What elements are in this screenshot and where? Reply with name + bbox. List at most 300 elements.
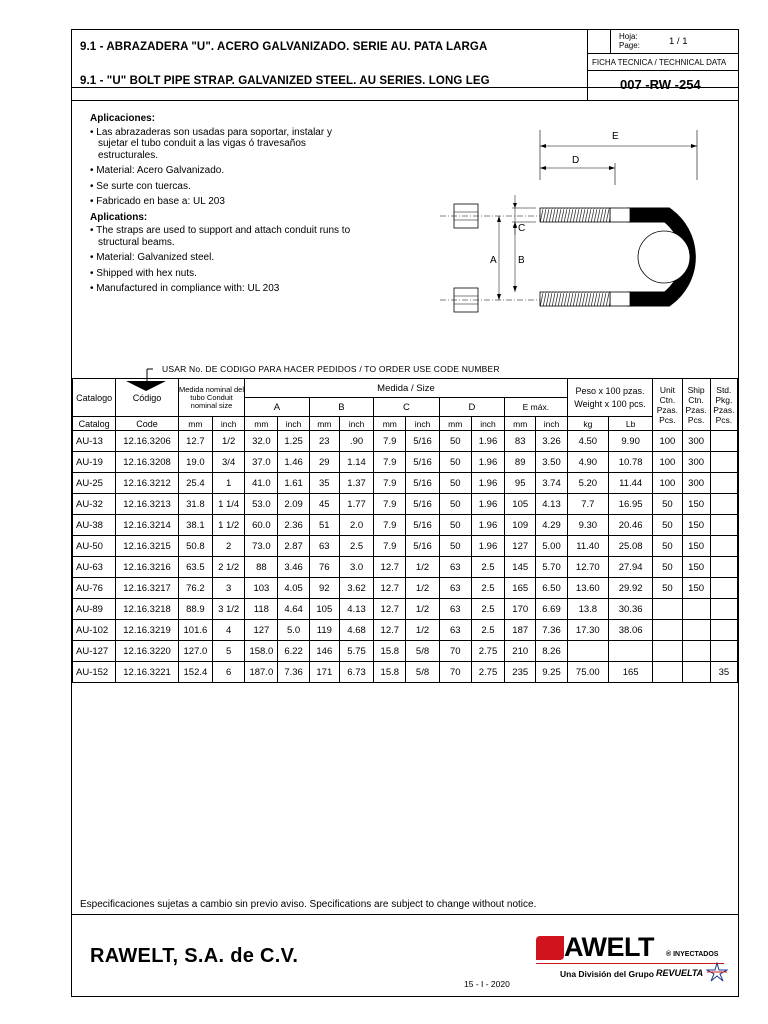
- table-row: [73, 473, 738, 494]
- cell-nominal-inch: 5: [213, 641, 245, 662]
- cell-d-mm: 70: [439, 662, 471, 683]
- dim-b-label: B: [518, 255, 525, 266]
- th-unit-mm: mm: [245, 417, 278, 431]
- cell-std-pkg: [710, 431, 737, 452]
- cell-b-mm: 51: [309, 515, 339, 536]
- cell-std-pkg: 35: [710, 662, 737, 683]
- cell-weight-lb: 38.06: [608, 620, 652, 641]
- cell-weight-kg: 5.20: [567, 473, 608, 494]
- cell-weight-kg: 13.8: [567, 599, 608, 620]
- cell-d-inch: 1.96: [471, 452, 504, 473]
- cell-b-inch: 4.13: [339, 599, 373, 620]
- cell-unit-ctn: [653, 641, 682, 662]
- disclaimer: Especificaciones sujetas a cambio sin previo aviso. Specifications are subject to change without notice.: [80, 899, 537, 910]
- cell-ship-ctn: 300: [682, 431, 710, 452]
- table-row: [73, 662, 738, 683]
- cell-unit-ctn: 50: [653, 536, 682, 557]
- cell-c-mm: 12.7: [374, 599, 406, 620]
- cell-d-mm: 50: [439, 431, 471, 452]
- cell-unit-ctn: [653, 599, 682, 620]
- cell-ship-ctn: 300: [682, 473, 710, 494]
- cell-b-mm: 119: [309, 620, 339, 641]
- cell-b-mm: 23: [309, 431, 339, 452]
- cell-weight-lb: 165: [608, 662, 652, 683]
- cell-a-inch: 6.22: [278, 641, 309, 662]
- th-catalog-en: Catalog: [73, 417, 116, 431]
- th-ship: Ship Ctn. Pzas. Pcs.: [682, 379, 710, 431]
- cell-a-inch: 1.25: [278, 431, 309, 452]
- cell-weight-kg: 12.70: [567, 557, 608, 578]
- dim-a-label: A: [490, 255, 497, 266]
- cell-e-mm: 109: [505, 515, 536, 536]
- cell-code: 12.16.3219: [116, 620, 178, 641]
- cell-std-pkg: [710, 599, 737, 620]
- app-es-item: • Material: Acero Galvanizado.: [90, 165, 225, 176]
- app-es-item: • Las abrazaderas son usadas para soportar, instalar y sujetar el tubo conduit a las vigas ó travesaños estructurales.: [90, 126, 332, 161]
- table-row: [73, 620, 738, 641]
- cell-nominal-mm: 12.7: [178, 431, 212, 452]
- table-row: [73, 557, 738, 578]
- cell-d-inch: 1.96: [471, 494, 504, 515]
- app-en-item: • Shipped with hex nuts.: [90, 267, 197, 279]
- cell-e-inch: 8.26: [536, 641, 567, 662]
- cell-e-mm: 83: [505, 431, 536, 452]
- cell-c-inch: 5/16: [406, 536, 439, 557]
- th-std: Std. Pkg. Pzas. Pcs.: [710, 379, 737, 431]
- cell-b-mm: 92: [309, 578, 339, 599]
- cell-d-inch: 2.5: [471, 557, 504, 578]
- cell-e-mm: 170: [505, 599, 536, 620]
- cell-c-mm: 7.9: [374, 431, 406, 452]
- cell-nominal-mm: 31.8: [178, 494, 212, 515]
- cell-a-mm: 158.0: [245, 641, 278, 662]
- cell-c-mm: 7.9: [374, 515, 406, 536]
- cell-c-inch: 1/2: [406, 578, 439, 599]
- cell-catalog: AU-63: [73, 557, 116, 578]
- cell-weight-lb: 20.46: [608, 515, 652, 536]
- cell-nominal-mm: 88.9: [178, 599, 212, 620]
- table-row: [73, 515, 738, 536]
- cell-unit-ctn: [653, 662, 682, 683]
- th-unit-mm: mm: [374, 417, 406, 431]
- cell-nominal-inch: 1/2: [213, 431, 245, 452]
- cell-weight-kg: 75.00: [567, 662, 608, 683]
- cell-code: 12.16.3208: [116, 452, 178, 473]
- cell-b-inch: 1.14: [339, 452, 373, 473]
- cell-nominal-mm: 19.0: [178, 452, 212, 473]
- cell-a-inch: 7.36: [278, 662, 309, 683]
- cell-ship-ctn: 150: [682, 557, 710, 578]
- cell-e-mm: 89: [505, 452, 536, 473]
- cell-b-mm: 63: [309, 536, 339, 557]
- cell-unit-ctn: 50: [653, 557, 682, 578]
- table-row: [73, 578, 738, 599]
- page-number: 1 / 1: [669, 36, 688, 47]
- cell-a-inch: 2.87: [278, 536, 309, 557]
- cell-ship-ctn: 300: [682, 452, 710, 473]
- cell-nominal-mm: 50.8: [178, 536, 212, 557]
- th-code-en: Code: [116, 417, 178, 431]
- cell-d-inch: 2.5: [471, 599, 504, 620]
- cell-c-mm: 7.9: [374, 473, 406, 494]
- th-d: D: [439, 398, 504, 417]
- th-unit-inch: inch: [278, 417, 309, 431]
- cell-unit-ctn: 100: [653, 473, 682, 494]
- cell-std-pkg: [710, 641, 737, 662]
- cell-weight-lb: 29.92: [608, 578, 652, 599]
- cell-e-inch: 5.70: [536, 557, 567, 578]
- cell-unit-ctn: [653, 620, 682, 641]
- cell-nominal-inch: 3 1/2: [213, 599, 245, 620]
- cell-b-mm: 35: [309, 473, 339, 494]
- cell-c-inch: 5/16: [406, 452, 439, 473]
- cell-nominal-mm: 25.4: [178, 473, 212, 494]
- cell-weight-lb: 9.90: [608, 431, 652, 452]
- cell-e-inch: 5.00: [536, 536, 567, 557]
- revuelta-star-icon: [706, 962, 728, 982]
- cell-catalog: AU-25: [73, 473, 116, 494]
- cell-e-mm: 127: [505, 536, 536, 557]
- th-unit-inch: inch: [213, 417, 245, 431]
- table-row: [73, 641, 738, 662]
- logo-r-mark-icon: [536, 936, 564, 960]
- table-row: [73, 536, 738, 557]
- cell-a-mm: 32.0: [245, 431, 278, 452]
- applications-list-en: [90, 225, 355, 295]
- cell-a-mm: 53.0: [245, 494, 278, 515]
- applications-heading-en: Aplications:: [90, 211, 148, 223]
- cell-std-pkg: [710, 578, 737, 599]
- cell-d-mm: 50: [439, 452, 471, 473]
- cell-unit-ctn: 100: [653, 431, 682, 452]
- cell-b-mm: 171: [309, 662, 339, 683]
- cell-c-mm: 7.9: [374, 452, 406, 473]
- cell-c-inch: 5/8: [406, 662, 439, 683]
- cell-ship-ctn: 150: [682, 578, 710, 599]
- cell-b-mm: 29: [309, 452, 339, 473]
- cell-b-inch: 6.73: [339, 662, 373, 683]
- cell-d-mm: 63: [439, 620, 471, 641]
- cell-code: 12.16.3217: [116, 578, 178, 599]
- company-name: RAWELT, S.A. de C.V.: [90, 945, 299, 967]
- table-row: [73, 494, 738, 515]
- cell-d-inch: 2.75: [471, 662, 504, 683]
- cell-ship-ctn: 150: [682, 515, 710, 536]
- cell-c-inch: 5/16: [406, 431, 439, 452]
- th-unit-mm: mm: [309, 417, 339, 431]
- applications-list-es: [90, 127, 355, 208]
- th-code-es: Código: [116, 379, 178, 417]
- th-unit-inch: inch: [536, 417, 567, 431]
- cell-code: 12.16.3213: [116, 494, 178, 515]
- cell-e-inch: 6.69: [536, 599, 567, 620]
- cell-std-pkg: [710, 515, 737, 536]
- cell-a-mm: 37.0: [245, 452, 278, 473]
- cell-d-mm: 63: [439, 557, 471, 578]
- cell-ship-ctn: [682, 599, 710, 620]
- cell-weight-kg: 4.50: [567, 431, 608, 452]
- cell-a-inch: 4.64: [278, 599, 309, 620]
- cell-b-inch: 1.37: [339, 473, 373, 494]
- document-date: 15 - I - 2020: [464, 979, 510, 989]
- cell-ship-ctn: [682, 641, 710, 662]
- cell-code: 12.16.3218: [116, 599, 178, 620]
- cell-std-pkg: [710, 536, 737, 557]
- cell-weight-lb: 27.94: [608, 557, 652, 578]
- page-label: Page:: [619, 41, 640, 50]
- th-unit-kg: kg: [567, 417, 608, 431]
- cell-a-mm: 103: [245, 578, 278, 599]
- cell-nominal-inch: 1 1/4: [213, 494, 245, 515]
- cell-code: 12.16.3214: [116, 515, 178, 536]
- cell-catalog: AU-152: [73, 662, 116, 683]
- cell-weight-kg: 7.7: [567, 494, 608, 515]
- cell-e-inch: 3.50: [536, 452, 567, 473]
- cell-c-mm: 7.9: [374, 494, 406, 515]
- cell-ship-ctn: [682, 662, 710, 683]
- cell-nominal-inch: 1: [213, 473, 245, 494]
- cell-d-mm: 50: [439, 536, 471, 557]
- applications-section: [90, 113, 355, 299]
- th-e: E máx.: [505, 398, 568, 417]
- cell-c-mm: 15.8: [374, 662, 406, 683]
- cell-weight-lb: [608, 641, 652, 662]
- cell-d-mm: 70: [439, 641, 471, 662]
- rawelt-logo: [534, 934, 734, 988]
- cell-a-inch: 2.36: [278, 515, 309, 536]
- cell-d-inch: 2.75: [471, 641, 504, 662]
- cell-c-inch: 1/2: [406, 557, 439, 578]
- th-catalog-es: Catalogo: [73, 379, 116, 417]
- cell-weight-lb: 25.08: [608, 536, 652, 557]
- cell-weight-lb: 10.78: [608, 452, 652, 473]
- cell-code: 12.16.3215: [116, 536, 178, 557]
- cell-e-inch: 3.74: [536, 473, 567, 494]
- cell-c-inch: 5/8: [406, 641, 439, 662]
- th-unit: Unit Ctn. Pzas. Pcs.: [653, 379, 682, 431]
- cell-catalog: AU-89: [73, 599, 116, 620]
- cell-catalog: AU-127: [73, 641, 116, 662]
- cell-e-mm: 210: [505, 641, 536, 662]
- th-unit-inch: inch: [339, 417, 373, 431]
- cell-weight-kg: 9.30: [567, 515, 608, 536]
- cell-catalog: AU-76: [73, 578, 116, 599]
- cell-c-mm: 15.8: [374, 641, 406, 662]
- spec-table-body: [73, 431, 738, 683]
- cell-nominal-inch: 3/4: [213, 452, 245, 473]
- cell-a-inch: 5.0: [278, 620, 309, 641]
- cell-nominal-inch: 3: [213, 578, 245, 599]
- cell-weight-kg: 17.30: [567, 620, 608, 641]
- cell-catalog: AU-50: [73, 536, 116, 557]
- th-b: B: [309, 398, 373, 417]
- cell-d-inch: 1.96: [471, 515, 504, 536]
- cell-code: 12.16.3220: [116, 641, 178, 662]
- cell-catalog: AU-19: [73, 452, 116, 473]
- cell-d-mm: 50: [439, 515, 471, 536]
- cell-c-mm: 12.7: [374, 620, 406, 641]
- cell-nominal-inch: 2 1/2: [213, 557, 245, 578]
- order-note: USAR No. DE CODIGO PARA HACER PEDIDOS / TO ORDER USE CODE NUMBER: [162, 364, 500, 374]
- cell-e-inch: 9.25: [536, 662, 567, 683]
- cell-nominal-inch: 4: [213, 620, 245, 641]
- cell-a-mm: 41.0: [245, 473, 278, 494]
- cell-d-inch: 1.96: [471, 473, 504, 494]
- hoja-label: Hoja:: [619, 32, 638, 41]
- cell-nominal-mm: 38.1: [178, 515, 212, 536]
- cell-ship-ctn: 150: [682, 494, 710, 515]
- cell-nominal-inch: 2: [213, 536, 245, 557]
- cell-weight-lb: 16.95: [608, 494, 652, 515]
- app-es-item: • Fabricado en base a: UL 203: [90, 196, 225, 207]
- cell-c-inch: 1/2: [406, 599, 439, 620]
- cell-std-pkg: [710, 473, 737, 494]
- cell-c-inch: 5/16: [406, 473, 439, 494]
- cell-b-inch: 4.68: [339, 620, 373, 641]
- cell-b-inch: .90: [339, 431, 373, 452]
- cell-unit-ctn: 50: [653, 494, 682, 515]
- cell-nominal-mm: 127.0: [178, 641, 212, 662]
- th-unit-lb: Lb: [608, 417, 652, 431]
- cell-nominal-inch: 6: [213, 662, 245, 683]
- cell-nominal-mm: 152.4: [178, 662, 212, 683]
- th-c: C: [374, 398, 439, 417]
- cell-weight-kg: 4.90: [567, 452, 608, 473]
- cell-e-mm: 145: [505, 557, 536, 578]
- cell-d-inch: 2.5: [471, 620, 504, 641]
- cell-b-mm: 146: [309, 641, 339, 662]
- cell-e-inch: 4.13: [536, 494, 567, 515]
- cell-a-mm: 88: [245, 557, 278, 578]
- cell-d-mm: 63: [439, 578, 471, 599]
- cell-b-mm: 76: [309, 557, 339, 578]
- cell-e-inch: 3.26: [536, 431, 567, 452]
- cell-e-mm: 105: [505, 494, 536, 515]
- cell-a-mm: 73.0: [245, 536, 278, 557]
- cell-d-mm: 50: [439, 494, 471, 515]
- title-es: 9.1 - ABRAZADERA "U". ACERO GALVANIZADO. SERIE AU. PATA LARGA: [80, 41, 488, 53]
- cell-c-inch: 1/2: [406, 620, 439, 641]
- cell-d-inch: 1.96: [471, 536, 504, 557]
- th-unit-inch: inch: [471, 417, 504, 431]
- cell-weight-kg: [567, 641, 608, 662]
- cell-d-mm: 50: [439, 473, 471, 494]
- cell-a-mm: 60.0: [245, 515, 278, 536]
- cell-b-inch: 1.77: [339, 494, 373, 515]
- th-weight: Peso x 100 pzas. Weight x 100 pcs.: [567, 379, 653, 417]
- logo-suffix: ® INYECTADOS: [666, 951, 719, 958]
- cell-e-inch: 4.29: [536, 515, 567, 536]
- cell-std-pkg: [710, 452, 737, 473]
- title-en: 9.1 - "U" BOLT PIPE STRAP. GALVANIZED STEEL. AU SERIES. LONG LEG: [80, 75, 490, 87]
- cell-b-mm: 105: [309, 599, 339, 620]
- spec-table: [72, 378, 738, 683]
- logo-tagline: Una División del Grupo: [560, 969, 654, 979]
- cell-std-pkg: [710, 557, 737, 578]
- cell-c-inch: 5/16: [406, 515, 439, 536]
- logo-group: REVUELTA: [656, 968, 704, 978]
- cell-a-inch: 3.46: [278, 557, 309, 578]
- table-row: [73, 452, 738, 473]
- dim-e-label: E: [612, 131, 619, 142]
- cell-e-mm: 95: [505, 473, 536, 494]
- cell-a-inch: 1.61: [278, 473, 309, 494]
- table-row: [73, 431, 738, 452]
- cell-e-mm: 187: [505, 620, 536, 641]
- cell-std-pkg: [710, 620, 737, 641]
- ficha-label: FICHA TECNICA / TECHNICAL DATA: [592, 58, 727, 67]
- th-a: A: [245, 398, 309, 417]
- cell-unit-ctn: 100: [653, 452, 682, 473]
- cell-a-mm: 187.0: [245, 662, 278, 683]
- cell-b-inch: 3.0: [339, 557, 373, 578]
- cell-weight-kg: 13.60: [567, 578, 608, 599]
- cell-ship-ctn: 150: [682, 536, 710, 557]
- cell-nominal-mm: 63.5: [178, 557, 212, 578]
- cell-nominal-inch: 1 1/2: [213, 515, 245, 536]
- th-unit-mm: mm: [178, 417, 212, 431]
- cell-code: 12.16.3206: [116, 431, 178, 452]
- cell-a-mm: 118: [245, 599, 278, 620]
- datasheet: [71, 29, 739, 997]
- app-es-item: • Se surte con tuercas.: [90, 180, 191, 192]
- th-unit-mm: mm: [505, 417, 536, 431]
- cell-b-inch: 2.0: [339, 515, 373, 536]
- cell-catalog: AU-102: [73, 620, 116, 641]
- cell-catalog: AU-13: [73, 431, 116, 452]
- cell-a-inch: 4.05: [278, 578, 309, 599]
- app-en-item: • Manufactured in compliance with: UL 203: [90, 283, 280, 294]
- cell-catalog: AU-38: [73, 515, 116, 536]
- dim-c-label: C: [518, 223, 526, 234]
- table-row: [73, 599, 738, 620]
- th-unit-inch: inch: [406, 417, 439, 431]
- cell-b-inch: 2.5: [339, 536, 373, 557]
- cell-ship-ctn: [682, 620, 710, 641]
- document-code: 007 -RW -254: [620, 77, 701, 92]
- cell-unit-ctn: 50: [653, 578, 682, 599]
- cell-nominal-mm: 76.2: [178, 578, 212, 599]
- cell-b-mm: 45: [309, 494, 339, 515]
- cell-unit-ctn: 50: [653, 515, 682, 536]
- cell-e-mm: 235: [505, 662, 536, 683]
- th-size: Medida / Size: [245, 379, 567, 398]
- cell-b-inch: 3.62: [339, 578, 373, 599]
- cell-d-inch: 1.96: [471, 431, 504, 452]
- applications-heading-es: Aplicaciones:: [90, 113, 156, 124]
- cell-c-inch: 5/16: [406, 494, 439, 515]
- cell-a-mm: 127: [245, 620, 278, 641]
- cell-code: 12.16.3216: [116, 557, 178, 578]
- cell-e-inch: 6.50: [536, 578, 567, 599]
- cell-c-mm: 12.7: [374, 578, 406, 599]
- u-bolt-diagram: [432, 125, 712, 315]
- cell-std-pkg: [710, 494, 737, 515]
- cell-a-inch: 2.09: [278, 494, 309, 515]
- cell-weight-lb: 11.44: [608, 473, 652, 494]
- cell-a-inch: 1.46: [278, 452, 309, 473]
- cell-d-inch: 2.5: [471, 578, 504, 599]
- cell-d-mm: 63: [439, 599, 471, 620]
- cell-nominal-mm: 101.6: [178, 620, 212, 641]
- cell-e-mm: 165: [505, 578, 536, 599]
- logo-text: AWELT: [564, 932, 654, 962]
- cell-c-mm: 12.7: [374, 557, 406, 578]
- cell-c-mm: 7.9: [374, 536, 406, 557]
- cell-code: 12.16.3212: [116, 473, 178, 494]
- th-nominal: Medida nominal del tubo Conduit nominal size: [178, 379, 244, 417]
- app-en-item: • Material: Galvanized steel.: [90, 252, 215, 263]
